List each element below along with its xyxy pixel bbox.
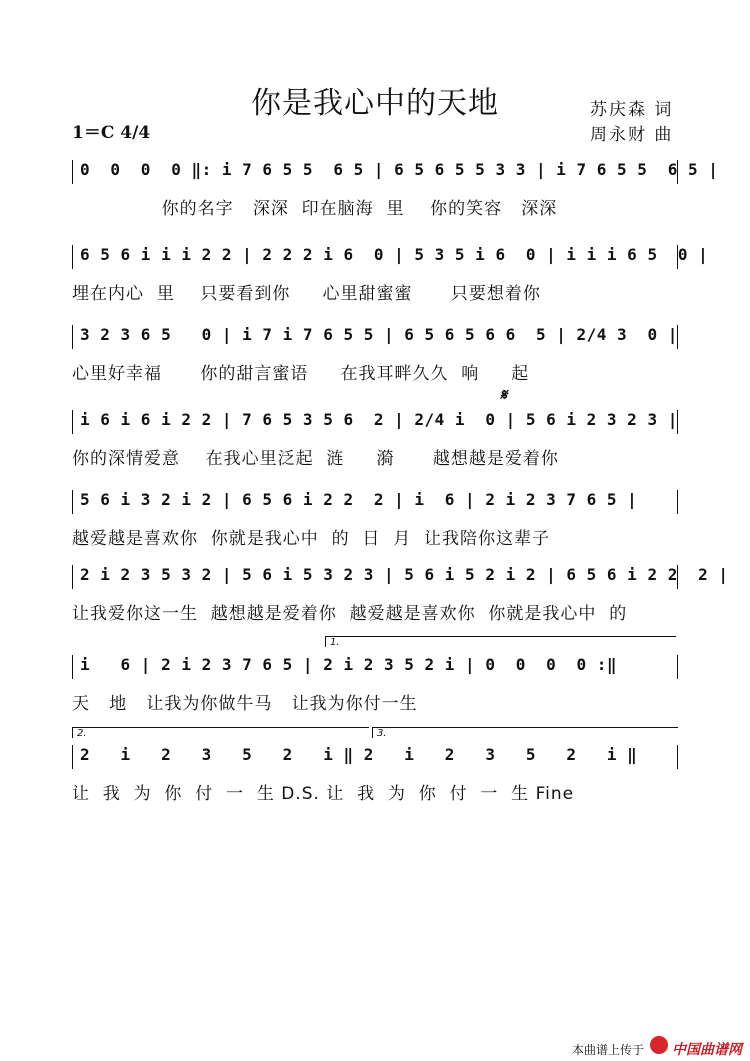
volta-label: 2.: [77, 728, 87, 739]
score-line-4: [0, 410, 750, 480]
volta-label: 1.: [330, 637, 340, 648]
barline: [677, 655, 678, 679]
lyricist-credit: 苏庆森 词: [590, 100, 674, 120]
barline: [72, 160, 73, 184]
score-line-1: [0, 160, 750, 230]
score-line-2: [0, 245, 750, 315]
first-ending-bracket: [325, 636, 676, 647]
lyric-line: 心里好幸福 你的甜言蜜语 在我耳畔久久 响 起: [72, 364, 530, 384]
melody-line: i 6 i 6 i 2 2 | 7 6 5 3 5 6 2 | 2/4 i 0 | 5 6 i 2 3 2 3 |: [80, 410, 678, 429]
barline: [72, 245, 73, 269]
melody-line: 0 0 0 0 ‖: i 7 6 5 5 6 5 | 6 5 6 5 5 3 3 | i 7 6 5 5 6 5 |: [80, 160, 719, 179]
segno-mark: 𝄋: [500, 385, 507, 404]
score-title: 你是我心中的天地: [251, 86, 499, 121]
upload-note: 本曲谱上传于: [572, 1043, 645, 1057]
lyric-line: 埋在内心 里 只要看到你 心里甜蜜蜜 只要想着你: [72, 284, 541, 304]
lyric-line: 天 地 让我为你做牛马 让我为你付一生: [72, 694, 418, 714]
composer-credit: 周永财 曲: [590, 125, 674, 145]
score-line-3: [0, 325, 750, 395]
barline: [72, 410, 73, 434]
score-line-7: [0, 655, 750, 725]
score-line-6: [0, 565, 750, 635]
third-ending-bracket: [372, 727, 678, 738]
barline: [72, 655, 73, 679]
site-logo-icon: [650, 1036, 668, 1054]
lyric-line: 让我爱你这一生 越想越是爱着你 越爱越是喜欢你 你就是我心中 的: [72, 604, 628, 624]
lyric-line: 越爱越是喜欢你 你就是我心中 的 日 月 让我陪你这辈子: [72, 529, 551, 549]
lyric-line: 让 我 为 你 付 一 生 D.S. 让 我 为 你 付 一 生 Fine: [72, 784, 575, 804]
melody-line: 2 i 2 3 5 3 2 | 5 6 i 5 3 2 3 | 5 6 i 5 2 i 2 | 6 5 6 i 2 2 2 |: [80, 565, 729, 584]
score-line-8: [0, 745, 750, 815]
melody-line: 5 6 i 3 2 i 2 | 6 5 6 i 2 2 2 | i 6 | 2 i 2 3 7 6 5 |: [80, 490, 638, 509]
volta-label: 3.: [377, 728, 387, 739]
barline: [72, 745, 73, 769]
barline: [72, 565, 73, 589]
barline: [677, 745, 678, 769]
melody-line: i 6 | 2 i 2 3 7 6 5 | 2 i 2 3 5 2 i | 0 0 0 0 :‖: [80, 655, 618, 674]
lyric-line: 你的名字 深深 印在脑海 里 你的笑容 深深: [72, 199, 558, 219]
barline: [72, 325, 73, 349]
barline: [677, 490, 678, 514]
barline: [72, 490, 73, 514]
melody-line: 3 2 3 6 5 0 | i 7 i 7 6 5 5 | 6 5 6 5 6 6 5 | 2/4 3 0 |: [80, 325, 678, 344]
lyric-line: 你的深情爱意 在我心里泛起 涟 漪 越想越是爱着你: [72, 449, 559, 469]
second-ending-bracket: [72, 727, 369, 738]
melody-line: 2 i 2 3 5 2 i ‖ 2 i 2 3 5 2 i ‖: [80, 745, 638, 764]
melody-line: 6 5 6 i i i 2 2 | 2 2 2 i 6 0 | 5 3 5 i 6 0 | i i i 6 5 0 |: [80, 245, 709, 264]
site-name: 中国曲谱网: [672, 1042, 742, 1058]
key-signature: 1＝C 4/4: [72, 123, 151, 143]
score-line-5: [0, 490, 750, 560]
